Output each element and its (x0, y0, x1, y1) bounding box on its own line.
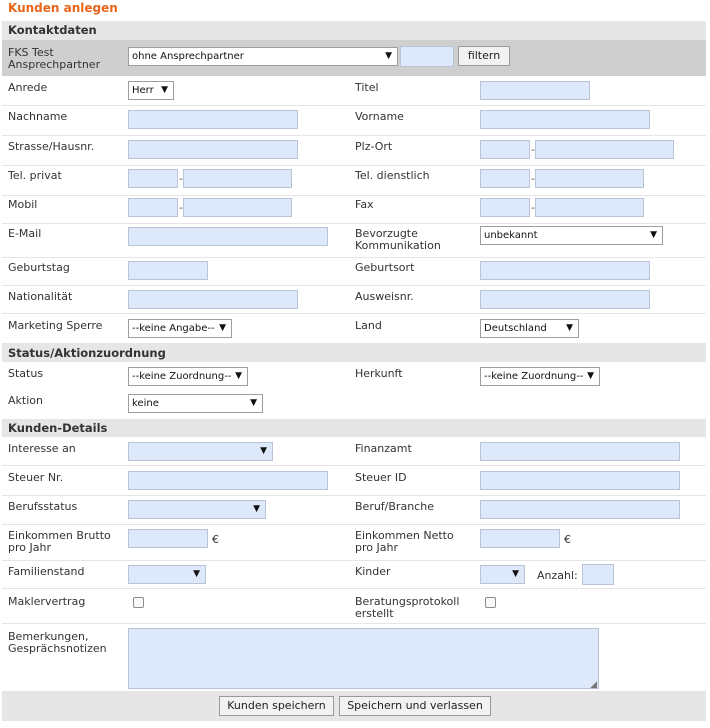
nachname-input[interactable] (128, 110, 298, 129)
separator-dash: - (531, 172, 535, 185)
strasse-label: Strasse/Hausnr. (8, 140, 95, 153)
fax-label: Fax (355, 198, 374, 211)
land-select[interactable]: Deutschland ▼ (480, 319, 579, 338)
herkunft-label: Herkunft (355, 367, 403, 380)
beratungsprotokoll-checkbox[interactable] (485, 597, 496, 608)
chevron-down-icon: ▼ (250, 398, 257, 408)
tel-privat-nummer-input[interactable] (183, 169, 292, 188)
herkunft-select[interactable]: --keine Zuordnung-- ▼ (480, 367, 600, 386)
kommunikation-select[interactable]: unbekannt ▼ (480, 226, 663, 245)
form-row (2, 314, 706, 344)
ansprechpartner-filter-input[interactable] (400, 46, 454, 67)
nationalitaet-input[interactable] (128, 290, 298, 309)
form-row (2, 589, 706, 624)
fax-nummer-input[interactable] (535, 198, 644, 217)
mobil-vorwahl-input[interactable] (128, 198, 178, 217)
chevron-down-icon: ▼ (385, 51, 392, 61)
geburtstag-label: Geburtstag (8, 261, 70, 274)
brutto-label: Einkommen Brutto pro Jahr (8, 529, 111, 554)
chevron-down-icon: ▼ (650, 230, 657, 240)
aktion-select[interactable]: keine ▼ (128, 394, 263, 413)
status-select[interactable]: --keine Zuordnung-- ▼ (128, 367, 248, 386)
email-label: E-Mail (8, 227, 42, 240)
land-label: Land (355, 319, 382, 332)
chevron-down-icon: ▼ (193, 569, 200, 579)
netto-input[interactable] (480, 529, 560, 548)
form-row (2, 362, 706, 388)
kommunikation-label: Bevorzugte Kommunikation (355, 227, 441, 252)
tel-dienstlich-nummer-input[interactable] (535, 169, 644, 188)
separator-dash: - (531, 201, 535, 214)
familienstand-label: Familienstand (8, 565, 85, 578)
finanzamt-label: Finanzamt (355, 442, 412, 455)
form-row (2, 76, 706, 106)
brutto-currency: € (212, 533, 219, 546)
separator-dash: - (179, 172, 183, 185)
chevron-down-icon: ▼ (566, 323, 573, 333)
marketing-sperre-select[interactable]: --keine Angabe-- ▼ (128, 319, 232, 338)
berufsstatus-label: Berufsstatus (8, 500, 78, 513)
plz-ort-label: Plz-Ort (355, 140, 393, 153)
bemerkungen-label: Bemerkungen, Gesprächsnotizen (8, 630, 107, 655)
bemerkungen-textarea[interactable] (128, 628, 599, 689)
beruf-label: Beruf/Branche (355, 500, 434, 513)
maklervertrag-label: Maklervertrag (8, 595, 86, 608)
geburtstag-input[interactable] (128, 261, 208, 280)
mobil-label: Mobil (8, 198, 38, 211)
tel-privat-vorwahl-input[interactable] (128, 169, 178, 188)
steuerid-label: Steuer ID (355, 471, 407, 484)
ausweisnr-input[interactable] (480, 290, 650, 309)
vorname-input[interactable] (480, 110, 650, 129)
nachname-label: Nachname (8, 110, 68, 123)
separator-dash: - (179, 201, 183, 214)
section-header-details: Kunden-Details (2, 419, 706, 437)
chevron-down-icon: ▼ (235, 371, 242, 381)
tel-dienstlich-vorwahl-input[interactable] (480, 169, 530, 188)
steuerid-input[interactable] (480, 471, 680, 490)
anrede-select[interactable]: Herr ▼ (128, 81, 174, 100)
aktion-label: Aktion (8, 394, 43, 407)
steuernr-label: Steuer Nr. (8, 471, 64, 484)
netto-currency: € (564, 533, 571, 546)
chevron-down-icon: ▼ (260, 446, 267, 456)
steuernr-input[interactable] (128, 471, 328, 490)
anzahl-input[interactable] (582, 564, 614, 585)
chevron-down-icon: ▼ (587, 371, 594, 381)
status-label: Status (8, 367, 44, 380)
email-input[interactable] (128, 227, 328, 246)
geburtsort-input[interactable] (480, 261, 650, 280)
finanzamt-input[interactable] (480, 442, 680, 461)
nationalitaet-label: Nationalität (8, 290, 73, 303)
chevron-down-icon: ▼ (161, 85, 168, 95)
titel-label: Titel (355, 81, 379, 94)
geburtsort-label: Geburtsort (355, 261, 415, 274)
interesse-label: Interesse an (8, 442, 76, 455)
save-and-leave-button[interactable]: Speichern und verlassen (339, 696, 491, 716)
kinder-select[interactable] (480, 565, 525, 584)
strasse-input[interactable] (128, 140, 298, 159)
plz-input[interactable] (480, 140, 530, 159)
chevron-down-icon: ▼ (219, 323, 226, 333)
section-header-kontaktdaten: Kontaktdaten (2, 21, 706, 40)
fax-vorwahl-input[interactable] (480, 198, 530, 217)
marketing-sperre-label: Marketing Sperre (8, 319, 103, 332)
ansprechpartner-label: FKS Test Ansprechpartner (8, 46, 101, 71)
beruf-input[interactable] (480, 500, 680, 519)
tel-dienstlich-label: Tel. dienstlich (355, 169, 430, 182)
anzahl-label: Anzahl: (537, 569, 578, 582)
interesse-select[interactable] (128, 442, 273, 461)
maklervertrag-checkbox[interactable] (133, 597, 144, 608)
anrede-label: Anrede (8, 81, 48, 94)
section-header-status: Status/Aktionzuordnung (2, 344, 706, 362)
chevron-down-icon: ▼ (253, 504, 260, 514)
tel-privat-label: Tel. privat (8, 169, 62, 182)
separator-dash: - (531, 143, 535, 156)
netto-label: Einkommen Netto pro Jahr (355, 529, 454, 554)
familienstand-select[interactable] (128, 565, 206, 584)
page-title: Kunden anlegen (8, 1, 118, 15)
ansprechpartner-select[interactable]: ohne Ansprechpartner ▼ (128, 47, 398, 66)
resize-handle-icon[interactable]: ◢ (590, 680, 597, 690)
mobil-nummer-input[interactable] (183, 198, 292, 217)
vorname-label: Vorname (355, 110, 404, 123)
save-button[interactable]: Kunden speichern (219, 696, 334, 716)
beratungsprotokoll-label: Beratungsprotokoll erstellt (355, 595, 460, 620)
kinder-label: Kinder (355, 565, 391, 578)
chevron-down-icon: ▼ (512, 569, 519, 579)
berufsstatus-select[interactable] (128, 500, 266, 519)
filter-button[interactable]: filtern (458, 46, 510, 66)
ort-input[interactable] (535, 140, 674, 159)
brutto-input[interactable] (128, 529, 208, 548)
ausweisnr-label: Ausweisnr. (355, 290, 414, 303)
titel-input[interactable] (480, 81, 590, 100)
